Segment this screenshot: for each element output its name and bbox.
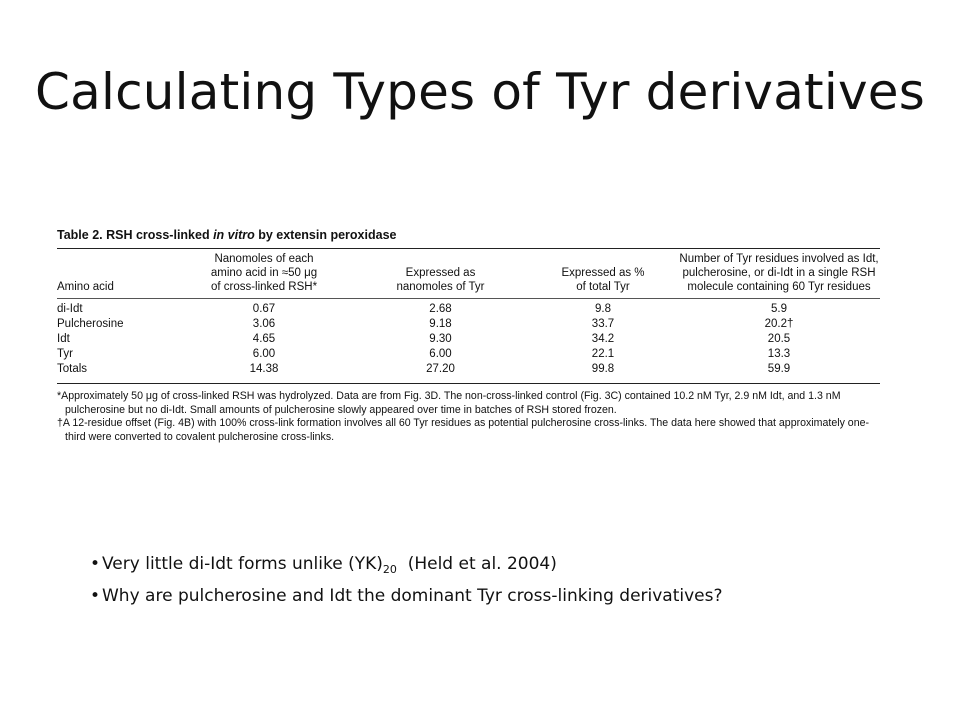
table-cell: 34.2 <box>591 333 615 345</box>
header-amino-acid: Amino acid <box>57 281 114 293</box>
footnote-1: *Approximately 50 μg of cross-linked RSH was hydrolyzed. Data are from Fig. 3D. The non-cross-linked control (Fig. 3C) contained 10.2 nM Tyr, 2.9 nM Idt, and 1.3 nM pulcherosine but no di-Idt. Small amounts of pulcherosine slowly appeared over time in batches of RSH stored frozen. <box>57 390 841 416</box>
bullet-citation: (Held et al. 2004) <box>396 554 557 574</box>
table-cell: 6.00 <box>252 348 276 360</box>
table-cell: 14.38 <box>249 363 279 375</box>
table-cell: 20.2† <box>764 318 794 330</box>
row-label: Idt <box>57 333 70 345</box>
bullet-subscript: 20 <box>382 563 397 576</box>
bullet-item <box>90 551 930 583</box>
slide-title: Calculating Types of Tyr derivatives <box>35 63 925 121</box>
header-residue-count: Number of Tyr residues involved as Idt, pulcherosine, or di-Idt in a single RSH molecule containing 60 Tyr residues <box>679 253 879 293</box>
table-cell: 27.20 <box>426 363 455 375</box>
table-header-row <box>57 249 880 298</box>
table-cell: 99.8 <box>591 363 615 375</box>
table-row <box>57 317 880 332</box>
bullet-list <box>90 551 930 609</box>
bullet-item <box>90 583 930 609</box>
table-cell: 22.1 <box>591 348 615 360</box>
row-label: di-Idt <box>57 303 83 315</box>
row-label: Tyr <box>57 348 73 360</box>
header-percent-total: Expressed as % of total Tyr <box>561 267 645 293</box>
header-nanomoles-tyr: Expressed as nanomoles of Tyr <box>396 267 485 293</box>
table-cell: 6.00 <box>429 348 452 360</box>
table-row-totals <box>57 362 880 383</box>
table-cell: 9.8 <box>595 303 611 315</box>
table-footnotes <box>57 390 880 444</box>
footnote-2: †A 12-residue offset (Fig. 4B) with 100% cross-link formation involves all 60 Tyr residues as potential pulcherosine cross-links. The data here showed that approximately one-third were converted to covalent pulcherosine cross-links. <box>57 417 870 443</box>
table-cell: 4.65 <box>252 333 276 345</box>
bullet-text: Very little di-Idt forms unlike (YK) <box>102 554 383 574</box>
table-bottom-rule <box>57 383 880 384</box>
table-cell: 9.18 <box>429 318 452 330</box>
table-caption <box>57 228 880 242</box>
table-figure <box>57 228 880 444</box>
header-nanomoles: Nanomoles of each amino acid in ≈50 μg of cross-linked RSH* <box>210 253 318 293</box>
bullet-marker: • <box>90 554 101 574</box>
table-cell: 2.68 <box>429 303 452 315</box>
table-caption-prefix: Table 2. RSH cross-linked <box>57 228 214 242</box>
bullet-text: Why are pulcherosine and Idt the dominant Tyr cross-linking derivatives? <box>102 586 723 606</box>
table-caption-italic: in vitro <box>213 228 255 242</box>
row-label: Pulcherosine <box>57 318 124 330</box>
table-cell: 13.3 <box>767 348 791 360</box>
bullet-marker: • <box>90 586 101 606</box>
table-row <box>57 299 880 317</box>
table-cell: 0.67 <box>252 303 276 315</box>
table-cell: 5.9 <box>771 303 787 315</box>
table-cell: 3.06 <box>252 318 276 330</box>
table-cell: 59.9 <box>767 363 791 375</box>
table-row <box>57 347 880 362</box>
table-cell: 9.30 <box>429 333 452 345</box>
data-table <box>57 249 880 383</box>
row-label: Totals <box>57 363 88 375</box>
table-cell: 33.7 <box>591 318 615 330</box>
table-cell: 20.5 <box>767 333 791 345</box>
table-row <box>57 332 880 347</box>
table-caption-suffix: by extensin peroxidase <box>254 228 397 242</box>
